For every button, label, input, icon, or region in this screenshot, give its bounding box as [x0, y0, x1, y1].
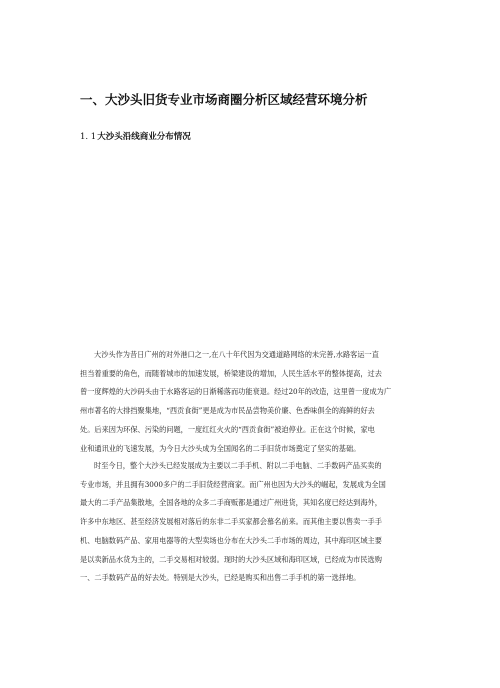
- paragraph-line: 业和通讯业的飞速发展，为今日大沙头成为全国闻名的二手旧货市场奠定了坚实的基础。: [80, 443, 361, 453]
- paragraph-line: 许多中东地区、甚至经济发展相对落后的东非二手买家都会慕名前来。而其他主要以售卖一手手: [80, 517, 382, 527]
- subsection-heading: [80, 130, 191, 142]
- paragraph-2: [80, 457, 424, 588]
- paragraph-line: 是以卖新品水货为主的，二手交易相对较弱。现时的大沙头区域和海印区域，已经成为市民选购: [80, 554, 382, 564]
- paragraph-line: 最大的二手产品集散地，全国各地的众多二手商贩都是通过广州进货，其知名度已经达到海外，: [80, 498, 382, 508]
- paragraph-line: 大沙头作为昔日广州的对外港口之一,在八十年代因为交通道路网络的未完善,水路客运一直: [94, 350, 379, 359]
- section-title: 一、大沙头旧货专业市场商圈分析区域经营环境分析: [80, 92, 368, 107]
- paragraph-line: 州市著名的大排挡聚集地，“西贡食街”更是成为市民品尝物美价廉、色香味俱全的海鲜的好去: [80, 406, 375, 416]
- subsection-title: 大沙头沿线商业分布情况: [97, 132, 191, 142]
- paragraph-line: 机、电脑数码产品、家用电器等的大型卖场也分布在大沙头二手市场的周边，其中海印区域主要: [80, 535, 382, 545]
- paragraph-line: 担当着重要的角色，而随着城市的加速发展，桥梁建设的增加，人民生活水平的整体提高，过去: [80, 368, 382, 378]
- paragraph-line: 时至今日，整个大沙头已经发展成为主要以二手手机、附以二手电脑、二手数码产品买卖的: [94, 461, 382, 470]
- paragraph-line: 处。后来因为环保、污染的问题，一度红红火火的“西贡食街”被迫停业。正在这个时候，家电: [80, 424, 375, 434]
- paragraph-line: 专业市场，并且拥有3000多户的二手旧货经营商家。而广州也因为大沙头的崛起，发展成为全国: [80, 479, 386, 489]
- paragraph-line: 一、二手数码产品的好去处。特别是大沙头，已经是购买和出售二手手机的第一选择地。: [80, 573, 361, 583]
- subsection-number: 1. 1: [80, 132, 97, 142]
- paragraph-line: 曾一度辉煌的大沙码头由于水路客运的日渐稀落而功能衰退。经过20年的改造，这里曾一度成为广: [80, 387, 392, 397]
- paragraph-1: [80, 346, 424, 458]
